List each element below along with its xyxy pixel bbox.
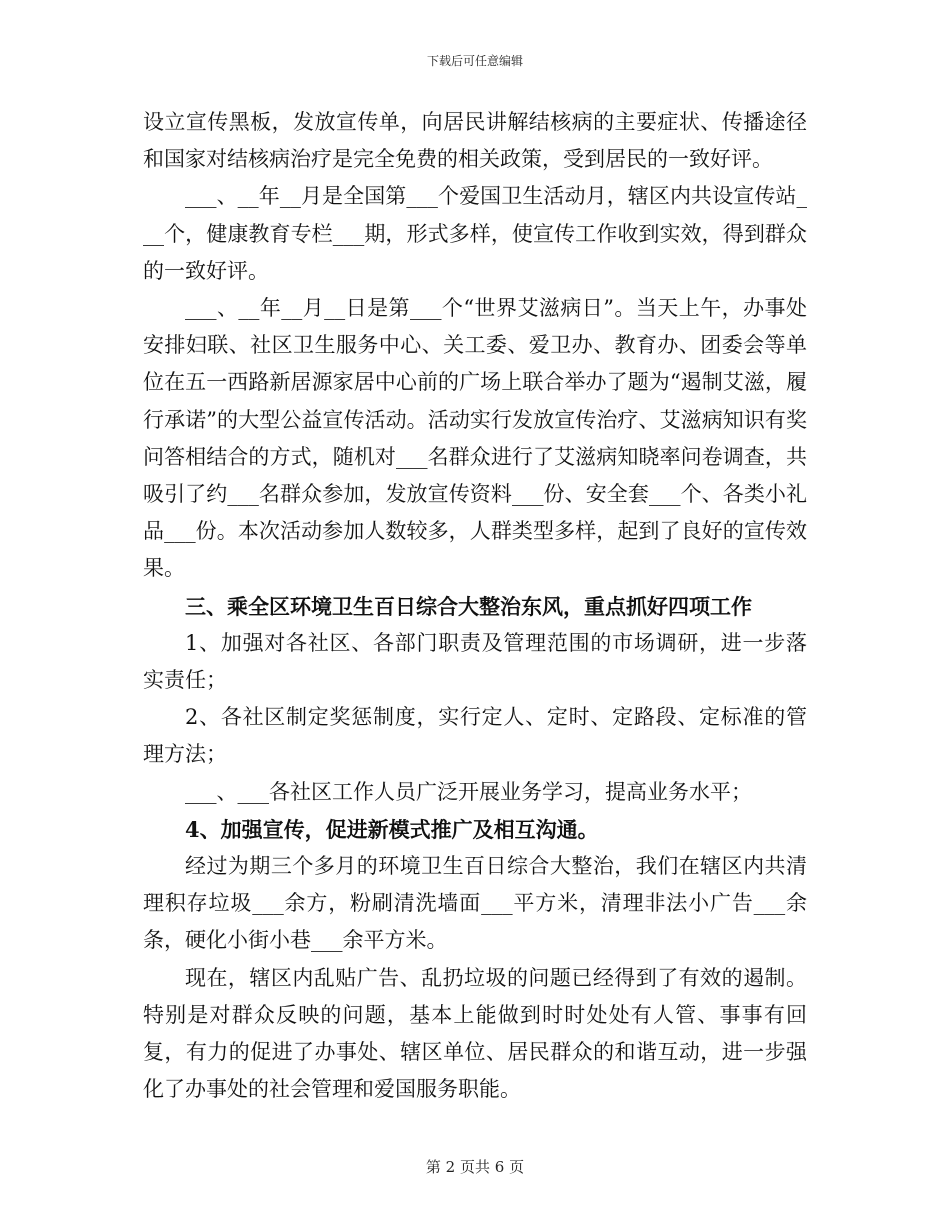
- list-item-3: ___、___各社区工作人员广泛开展业务学习，提高业务水平；: [185, 779, 752, 804]
- page-header-note: 下载后可任意编辑: [426, 54, 523, 68]
- page-number: 第 2 页共 6 页: [425, 1158, 525, 1176]
- list-item-1: 1、加强对各社区、各部门职责及管理范围的市场调研，进一步落实责任；: [143, 630, 807, 693]
- paragraph-2: ___、__年__月是全国第___个爱国卫生活动月，辖区内共设宣传站___个，健康教育专栏___期，形式多样，使宣传工作收到实效，得到群众的一致好评。: [143, 184, 807, 283]
- paragraph-conclusion: 现在，辖区内乱贴广告、乱扔垃圾的问题已经得到了有效的遏制。特别是对群众反映的问题，基本上能做到时时处处有人管、事事有回复，有力的促进了办事处、辖区单位、居民群众的和谐互动，进一步强化了办事处的社会管理和爱国服务职能。: [143, 965, 807, 1102]
- document-body: [143, 104, 807, 1108]
- list-item-4: 4、加强宣传，促进新模式推广及相互沟通。: [185, 816, 599, 842]
- paragraph-results: 经过为期三个多月的环境卫生百日综合大整治，我们在辖区内共清理积存垃圾___余方，粉刷清洗墙面___平方米，清理非法小广告___余条，硬化小街小巷___余平方米。: [143, 854, 807, 953]
- section-heading-3: 三、乘全区环境卫生百日综合大整治东风，重点抓好四项工作: [185, 593, 752, 619]
- paragraph-3: ___、__年__月__日是第___个“世界艾滋病日”。当天上午，办事处安排妇联、社区卫生服务中心、关工委、爱卫办、教育办、团委会等单位在五一西路新居源家居中心前的广场上联合举办了题为“遏制艾滋，履行承诺”的大型公益宣传活动。活动实行发放宣传治疗、艾滋病知识有奖问答相结合的方式，随机对___名群众进行了艾滋病知晓率问卷调查，共吸引了约___名群众参加，发放宣传资料___份、安全套___个、各类小礼品___份。本次活动参加人数较多，人群类型多样，起到了良好的宣传效果。: [143, 296, 807, 581]
- list-item-2: 2、各社区制定奖惩制度，实行定人、定时、定路段、定标准的管理方法；: [143, 705, 807, 767]
- paragraph-1: 设立宣传黑板，发放宣传单，向居民讲解结核病的主要症状、传播途径和国家对结核病治疗是完全免费的相关政策，受到居民的一致好评。: [143, 110, 807, 172]
